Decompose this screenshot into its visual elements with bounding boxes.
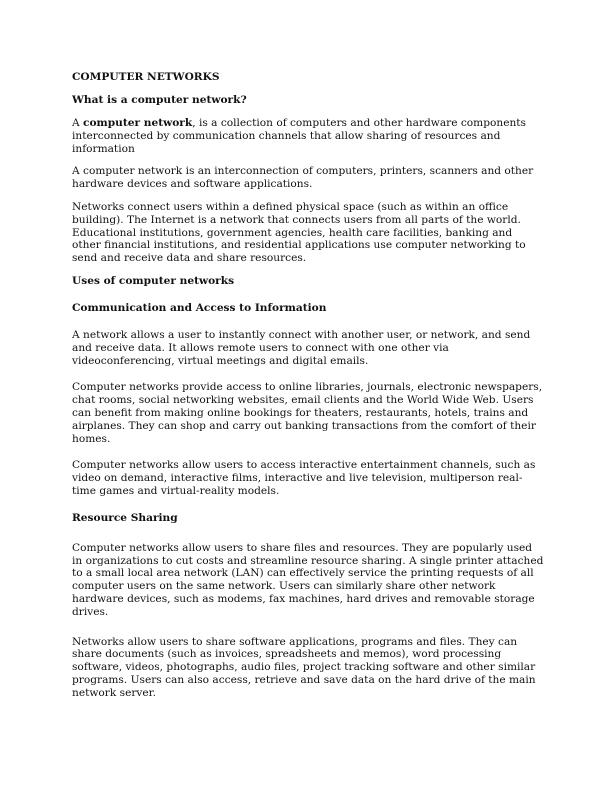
- section-heading-what: What is a computer network?: [72, 94, 247, 106]
- term-computer-network: computer network: [83, 117, 193, 129]
- subsection-heading-resource-sharing: Resource Sharing: [72, 511, 178, 524]
- paragraph-definition: [72, 117, 544, 155]
- paragraph-online-access: Computer networks provide access to online libraries, journals, electronic newspapers, chat rooms, social networking websites, email clients and the World Wide Web. Users can benefit from making online bookings for theaters, restaurants, hotels, trains and airplanes. They can shop and carry out banking transactions from the comfort of their homes.: [72, 381, 543, 445]
- paragraph-interconnection: A computer network is an interconnection of computers, printers, scanners and other hardware devices and software applications.: [72, 165, 534, 191]
- paragraph-definition-rest: , is a collection of computers and other hardware components interconnected by communication channels that allow sharing of resources and information: [72, 117, 526, 155]
- paragraph-networks-connect: Networks connect users within a defined physical space (such as within an office building). The Internet is a network that connects users from all parts of the world. Educational institutions, government agencies, health care facilities, banking and other financial institutions, and residential applications use computer networking to send and receive data and share resources.: [72, 200, 526, 265]
- paragraph-instant-connect: A network allows a user to instantly connect with another user, or network, and send and receive data. It allows remote users to connect with one other via videoconferencing, virtual meetings and digital emails.: [72, 328, 531, 367]
- section-heading-uses: Uses of computer networks: [72, 274, 235, 287]
- paragraph-share-files: Computer networks allow users to share files and resources. They are popularly used in organizations to cut costs and streamline resource sharing. A single printer attached to a small local area network (LAN) can effectively service the printing requests of all computer users on the same network. Users can similarly share other network hardware devices, such as modems, fax machines, hard drives and removable storage drives.: [72, 541, 544, 618]
- paragraph-share-software: Networks allow users to share software applications, programs and files. They can share documents (such as invoices, spreadsheets and memos), word processing software, videos, photographs, audio files, project tracking software and other similar programs. Users can also access, retrieve and save data on the hard drive of the main network server.: [72, 635, 536, 699]
- paragraph-entertainment: Computer networks allow users to access interactive entertainment channels, such as video on demand, interactive films, interactive and live television, multiperson real-time games and virtual-reality models.: [72, 459, 536, 497]
- subsection-heading-communication: Communication and Access to Information: [72, 301, 327, 314]
- paragraph-definition-prefix: A: [72, 117, 84, 129]
- document-title: COMPUTER NETWORKS: [72, 71, 220, 83]
